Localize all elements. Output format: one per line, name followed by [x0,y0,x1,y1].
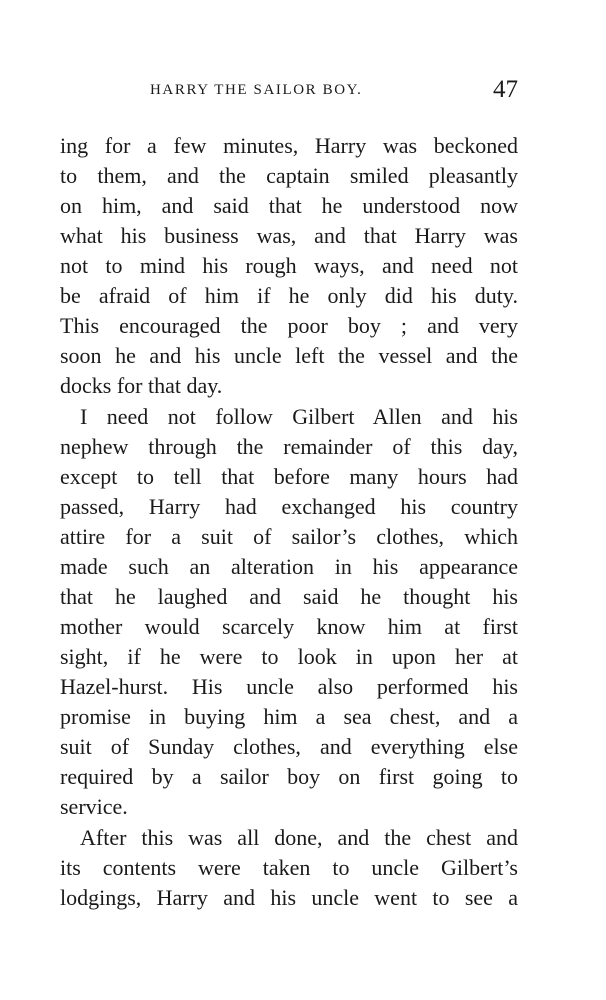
text-line: sight, if he were to look in upon her at [60,644,518,669]
text-line: nephew through the remainder of this day, [60,434,518,459]
text-line: made such an alteration in his appearance [60,554,518,579]
text-line: not to mind his rough ways, and need not [60,253,518,278]
text-line: ing for a few minutes, Harry was beckoned [60,133,518,158]
text-line: mother would scarcely know him at first [60,614,518,639]
text-line: suit of Sunday clothes, and everything else [60,734,518,759]
text-line: except to tell that before many hours had [60,464,518,489]
text-line: Hazel-hurst. His uncle also performed his [60,674,518,699]
text-line: After this was all done, and the chest and [80,825,518,850]
page-number: 47 [493,76,518,103]
text-line: service. [60,794,128,819]
running-title: HARRY THE SAILOR BOY. [150,82,363,98]
running-head [60,76,518,108]
text-line: lodgings, Harry and his uncle went to see a [60,885,518,910]
text-line: promise in buying him a sea chest, and a [60,704,518,729]
text-line: soon he and his uncle left the vessel and the [60,343,518,368]
text-line: docks for that day. [60,373,223,398]
text-line: This encouraged the poor boy ; and very [60,313,518,338]
text-line: required by a sailor boy on first going to [60,764,518,789]
text-line: what his business was, and that Harry was [60,223,518,248]
text-line: to them, and the captain smiled pleasantly [60,163,518,188]
text-line: attire for a suit of sailor’s clothes, which [60,524,518,549]
text-line: I need not follow Gilbert Allen and his [80,404,518,429]
text-line: passed, Harry had exchanged his country [60,494,518,519]
text-line: its contents were taken to uncle Gilbert’s [60,855,518,880]
text-line: be afraid of him if he only did his duty. [60,283,518,308]
text-line: on him, and said that he understood now [60,193,518,218]
text-line: that he laughed and said he thought his [60,584,518,609]
